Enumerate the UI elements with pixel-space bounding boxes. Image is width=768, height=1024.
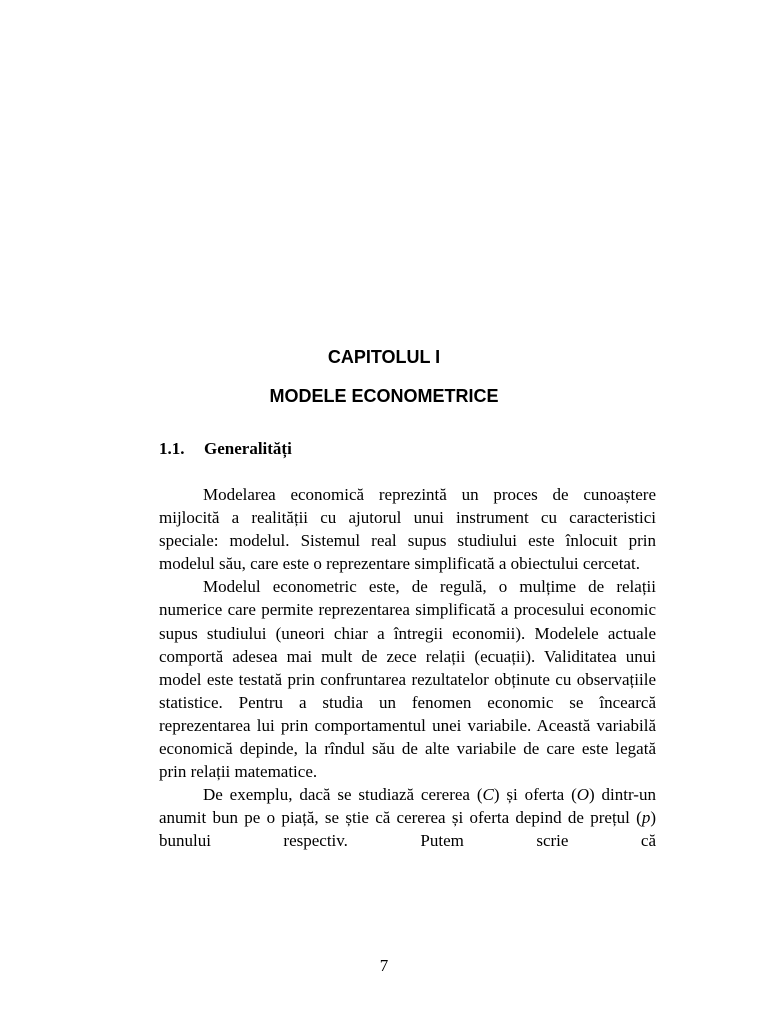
chapter-label: CAPITOLUL I (327, 347, 441, 367)
paragraph: Modelarea economică reprezintă un proces de cunoaștere mijlocită a realității cu ajutorul unui instrument cu caracteristici speciale: modelul. Sistemul real supus studiului este înlocuit prin modelul său, care este o reprezentare simplificată a obiectului cercetat. (159, 485, 656, 574)
paragraph-text: ) dintr-un anumit bun pe o piață, se știe că cererea și oferta depind de prețul ( (159, 785, 656, 828)
page-number: 7 (379, 956, 389, 975)
body-text (159, 483, 656, 853)
paragraph: Modelul econometric este, de regulă, o mulțime de relații numerice care permite reprezentarea simplificată a procesului economic supus studiului (uneori chiar a întregii economii). Modelele actuale comportă adesea mai mult de zece relații (ecuații). Validitatea unui model este testată prin confruntarea rezultatelor obținute cu observațiile statistice. Pentru a studia un fenomen economic se încearcă reprezentarea lui prin comportamentul unei variabile. Această variabilă economică depinde, la rîndul său de alte variabile de care este legată prin relații matematice. (159, 577, 656, 782)
variable-p: p (641, 808, 651, 828)
paragraph-text: ) și oferta ( (493, 785, 577, 805)
section-number: 1.1. (159, 439, 185, 458)
paragraph-text: ) bunului respectiv. Putem scrie că (159, 808, 656, 851)
section-title: Generalități (204, 439, 292, 458)
variable-o: O (576, 785, 590, 805)
section-heading (159, 438, 292, 460)
variable-c: C (482, 785, 494, 805)
chapter-title: MODELE ECONOMETRICE (269, 386, 499, 406)
paragraph-text: De exemplu, dacă se studiază cererea ( (203, 785, 483, 805)
paragraph (159, 783, 656, 852)
